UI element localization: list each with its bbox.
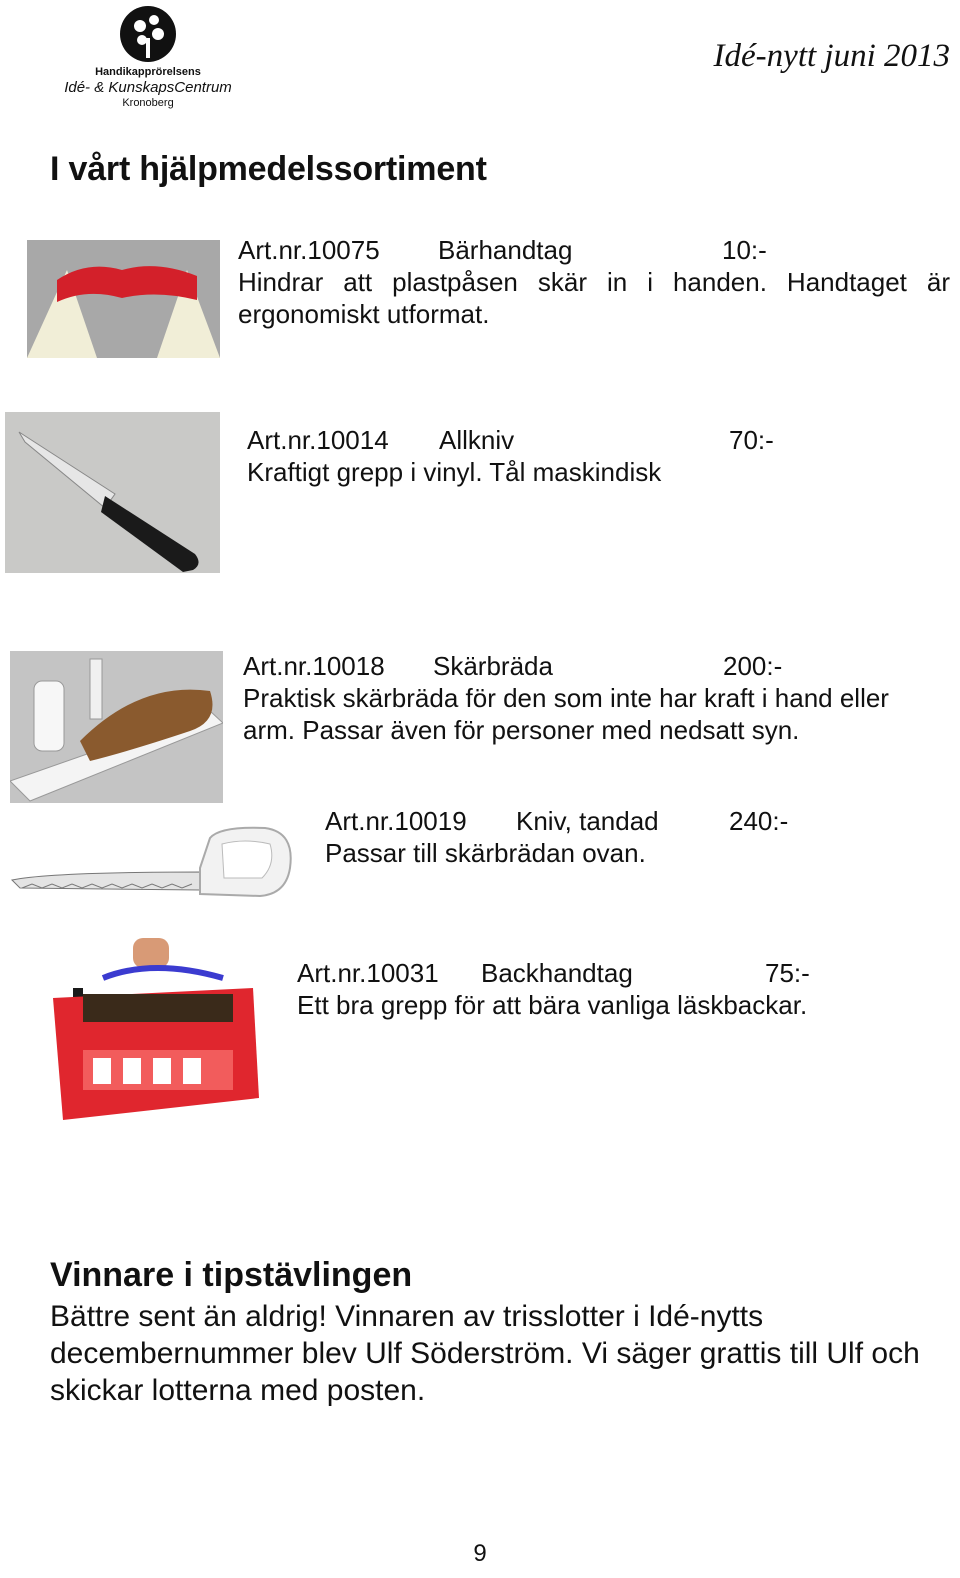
- cutting-board-image: [10, 651, 223, 803]
- art-number: Art.nr.10018: [243, 651, 385, 681]
- org-name-small: Handikapprörelsens: [95, 66, 201, 78]
- art-number: Art.nr.10019: [325, 806, 467, 836]
- product-name: Backhandtag: [481, 958, 633, 988]
- bag-handle-image: [27, 240, 220, 358]
- art-number: Art.nr.10075: [238, 235, 380, 265]
- art-number: Art.nr.10014: [247, 425, 389, 455]
- org-name: Idé- & KunskapsCentrum: [64, 79, 232, 96]
- product-price: 70:-: [729, 425, 774, 455]
- org-region: Kronoberg: [122, 97, 174, 109]
- product-description: Praktisk skärbräda för den som inte har kraft i hand eller arm. Passar även för personer med nedsatt syn.: [243, 683, 889, 745]
- product-price: 75:-: [765, 958, 810, 988]
- winner-text: Bättre sent än aldrig! Vinnaren av trisslotter i Idé-nytts decembernummer blev Ulf Söderström. Vi säger grattis till Ulf och skickar lotterna med posten.: [50, 1300, 920, 1407]
- art-number: Art.nr.10031: [297, 958, 439, 988]
- product-name: Skärbräda: [433, 651, 553, 681]
- tree-logo-icon: [118, 4, 178, 64]
- product-item: [243, 650, 943, 746]
- product-item: [247, 424, 807, 488]
- product-description: Hindrar att plastpåsen skär in i handen. Handtaget är ergonomiskt utformat.: [238, 267, 950, 329]
- product-item: [238, 234, 950, 330]
- product-item: [325, 805, 845, 869]
- product-description: Kraftigt grepp i vinyl. Tål maskindisk: [247, 457, 662, 487]
- knife-image: [5, 412, 220, 573]
- product-name: Allkniv: [439, 425, 515, 455]
- product-name: Kniv, tandad: [516, 806, 659, 836]
- product-price: 10:-: [722, 235, 767, 265]
- product-price: 200:-: [723, 651, 783, 681]
- page-number: 9: [473, 1540, 487, 1567]
- product-description: Passar till skärbrädan ovan.: [325, 838, 646, 868]
- product-item: [297, 957, 897, 1021]
- crate-handle-image: [53, 938, 259, 1122]
- serrated-knife-image: [10, 818, 295, 906]
- section-title: I vårt hjälpmedelssortiment: [50, 150, 487, 188]
- product-price: 240:-: [729, 806, 789, 836]
- winner-title: Vinnare i tipstävlingen: [50, 1256, 413, 1294]
- product-description: Ett bra grepp för att bära vanliga läskbackar.: [297, 990, 808, 1020]
- org-logo: [48, 4, 258, 110]
- product-name: Bärhandtag: [438, 235, 573, 265]
- issue-title: Idé-nytt juni 2013: [713, 38, 950, 74]
